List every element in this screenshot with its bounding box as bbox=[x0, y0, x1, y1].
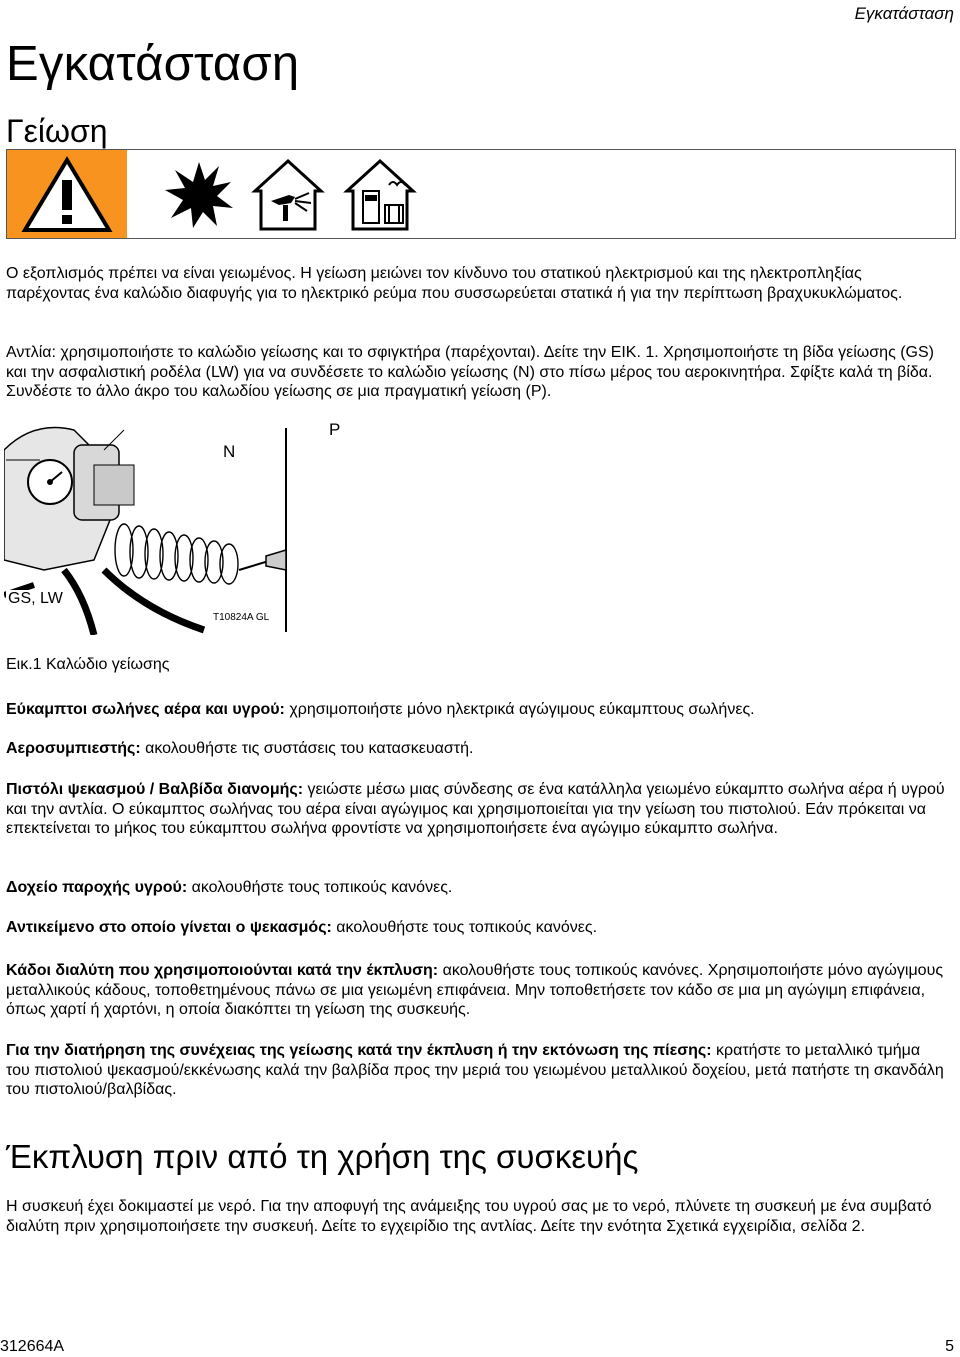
item-term: Για την διατήρηση της συνέχειας της γείωσης κατά την έκπλυση ή την εκτόνωση της πίεσης: bbox=[6, 1042, 712, 1059]
pump-paragraph: Αντλία: χρησιμοποιήστε το καλώδιο γείωσης και το σφιγκτήρα (παρέχονται). Δείτε την ΕΙΚ. 1. Χρησιμοποιήστε τη βίδα γείωσης (GS) και την ασφαλιστική ροδέλα (LW) για να συνδέσετε το καλώδιο γείωσης (N) στο πίσω μέρος του αεροκινητήρα. Σφίξτε καλά τη βίδα. Συνδέστε το άλλο άκρο του καλωδίου γείωσης σε μια πραγματική γείωση (P). bbox=[6, 344, 934, 400]
section-title: Γείωση bbox=[6, 113, 108, 149]
item-term: Δοχείο παροχής υγρού: bbox=[6, 879, 188, 896]
label-n: N bbox=[223, 442, 236, 461]
item-spray-gun bbox=[6, 780, 946, 839]
grounding-hazard-icon bbox=[341, 155, 419, 233]
item-text: γειώστε μέσω μιας σύνδεσης σε ένα κατάλληλα γειωμένο εύκαμπτο σωλήνα αέρα ή υγρού και την αντλία. Ο εύκαμπτος σωλήνας του αέρα είναι αγώγιμος και χρησιμοποιείται για την γείωση του πιστολιού. Εάν πρόκειται να επεκτείνεται το μήκος του εύκαμπτου σωλήνα φροντίστε να χρησιμοποιήσετε ένα αγώγιμο εύκαμπτο σωλήνα. bbox=[6, 781, 945, 837]
warning-panel bbox=[7, 150, 127, 238]
item-hoses bbox=[6, 700, 946, 720]
item-text: ακολουθήστε τις συστάσεις του κατασκευαστή. bbox=[140, 740, 474, 757]
label-gs-lw: GS, LW bbox=[8, 590, 63, 607]
item-supply-container bbox=[6, 878, 946, 898]
page-number: 5 bbox=[945, 1338, 954, 1355]
item-term: Αεροσυμπιεστής: bbox=[6, 740, 141, 757]
running-header: Εγκατάσταση bbox=[854, 4, 954, 23]
doc-number: 312664A bbox=[0, 1338, 65, 1355]
item-compressor bbox=[6, 739, 946, 759]
item-text: ακολουθήστε τους τοπικούς κανόνες. bbox=[331, 919, 598, 936]
item-continuity bbox=[6, 1041, 946, 1100]
hazard-icons bbox=[127, 150, 419, 238]
item-term: Εύκαμπτοι σωλήνες αέρα και υγρού: bbox=[6, 701, 285, 718]
item-text: κρατήστε το μεταλλικό τμήμα του πιστολιού ψεκασμού/εκκένωσης καλά την βαλβίδα προς την μεριά του γειωμένου μεταλλικού δοχείου, μετά πατήστε τη σκανδάλη του πιστολιού/βαλβίδας. bbox=[6, 1042, 944, 1098]
item-term: Αντικείμενο στο οποίο γίνεται ο ψεκασμός: bbox=[6, 919, 332, 936]
flush-paragraph: Η συσκευή έχει δοκιμαστεί με νερό. Για την αποφυγή της ανάμειξης του υγρού σας με το νερό, πλύνετε τη συσκευή με ένα συμβατό διαλύτη πριν χρησιμοποιήσετε την συσκευή. Δείτε το εγχειρίδιο της αντλίας. Δείτε την ενότητα Σχετικά εγχειρίδια, σελίδα 2. bbox=[6, 1198, 932, 1235]
item-solvent-pails bbox=[6, 961, 946, 1020]
flush-heading: Έκπλυση πριν από τη χρήση της συσκευής bbox=[6, 1138, 639, 1175]
item-object-sprayed bbox=[6, 918, 946, 938]
label-p: P bbox=[329, 420, 341, 439]
grounding-figure bbox=[4, 420, 372, 635]
item-term: Πιστόλι ψεκασμού / Βαλβίδα διανομής: bbox=[6, 781, 304, 798]
figure-caption: Εικ.1 Καλώδιο γείωσης bbox=[6, 656, 170, 673]
fire-hazard-house-icon bbox=[249, 155, 327, 233]
intro-paragraph: Ο εξοπλισμός πρέπει να είναι γειωμένος. Η γείωση μειώνει τον κίνδυνο του στατικού ηλεκτρισμού και της ηλεκτροπληξίας παρέχοντας ένα καλώδιο διαφυγής για το ηλεκτρικό ρεύμα που συσσωρεύεται στατικά ή για την περίπτωση βραχυκυκλώματος. bbox=[6, 265, 903, 302]
page-title: Εγκατάσταση bbox=[6, 37, 300, 91]
item-text: χρησιμοποιήστε μόνο ηλεκτρικά αγώγιμους εύκαμπτους σωλήνες. bbox=[284, 701, 755, 718]
item-text: ακολουθήστε τους τοπικούς κανόνες. bbox=[187, 879, 453, 896]
warning-triangle-icon bbox=[19, 154, 115, 234]
figure-code: T10824A GL bbox=[213, 612, 270, 623]
hazard-symbol-bar bbox=[6, 149, 956, 239]
explosion-icon bbox=[163, 158, 235, 230]
item-text: ακολουθήστε τους τοπικούς κανόνες. Χρησιμοποιήστε μόνο αγώγιμους μεταλλικούς κάδους, τοποθετημένους πάνω σε μια γειωμένη επιφάνεια. Μην τοποθετήσετε τον κάδο σε μια μη αγώγιμη επιφάνεια, όπως χαρτί ή χαρτόνι, η οποία διακόπτει τη γείωση της συσκευής. bbox=[6, 962, 944, 1018]
item-term: Κάδοι διαλύτη που χρησιμοποιούνται κατά την έκπλυση: bbox=[6, 962, 439, 979]
